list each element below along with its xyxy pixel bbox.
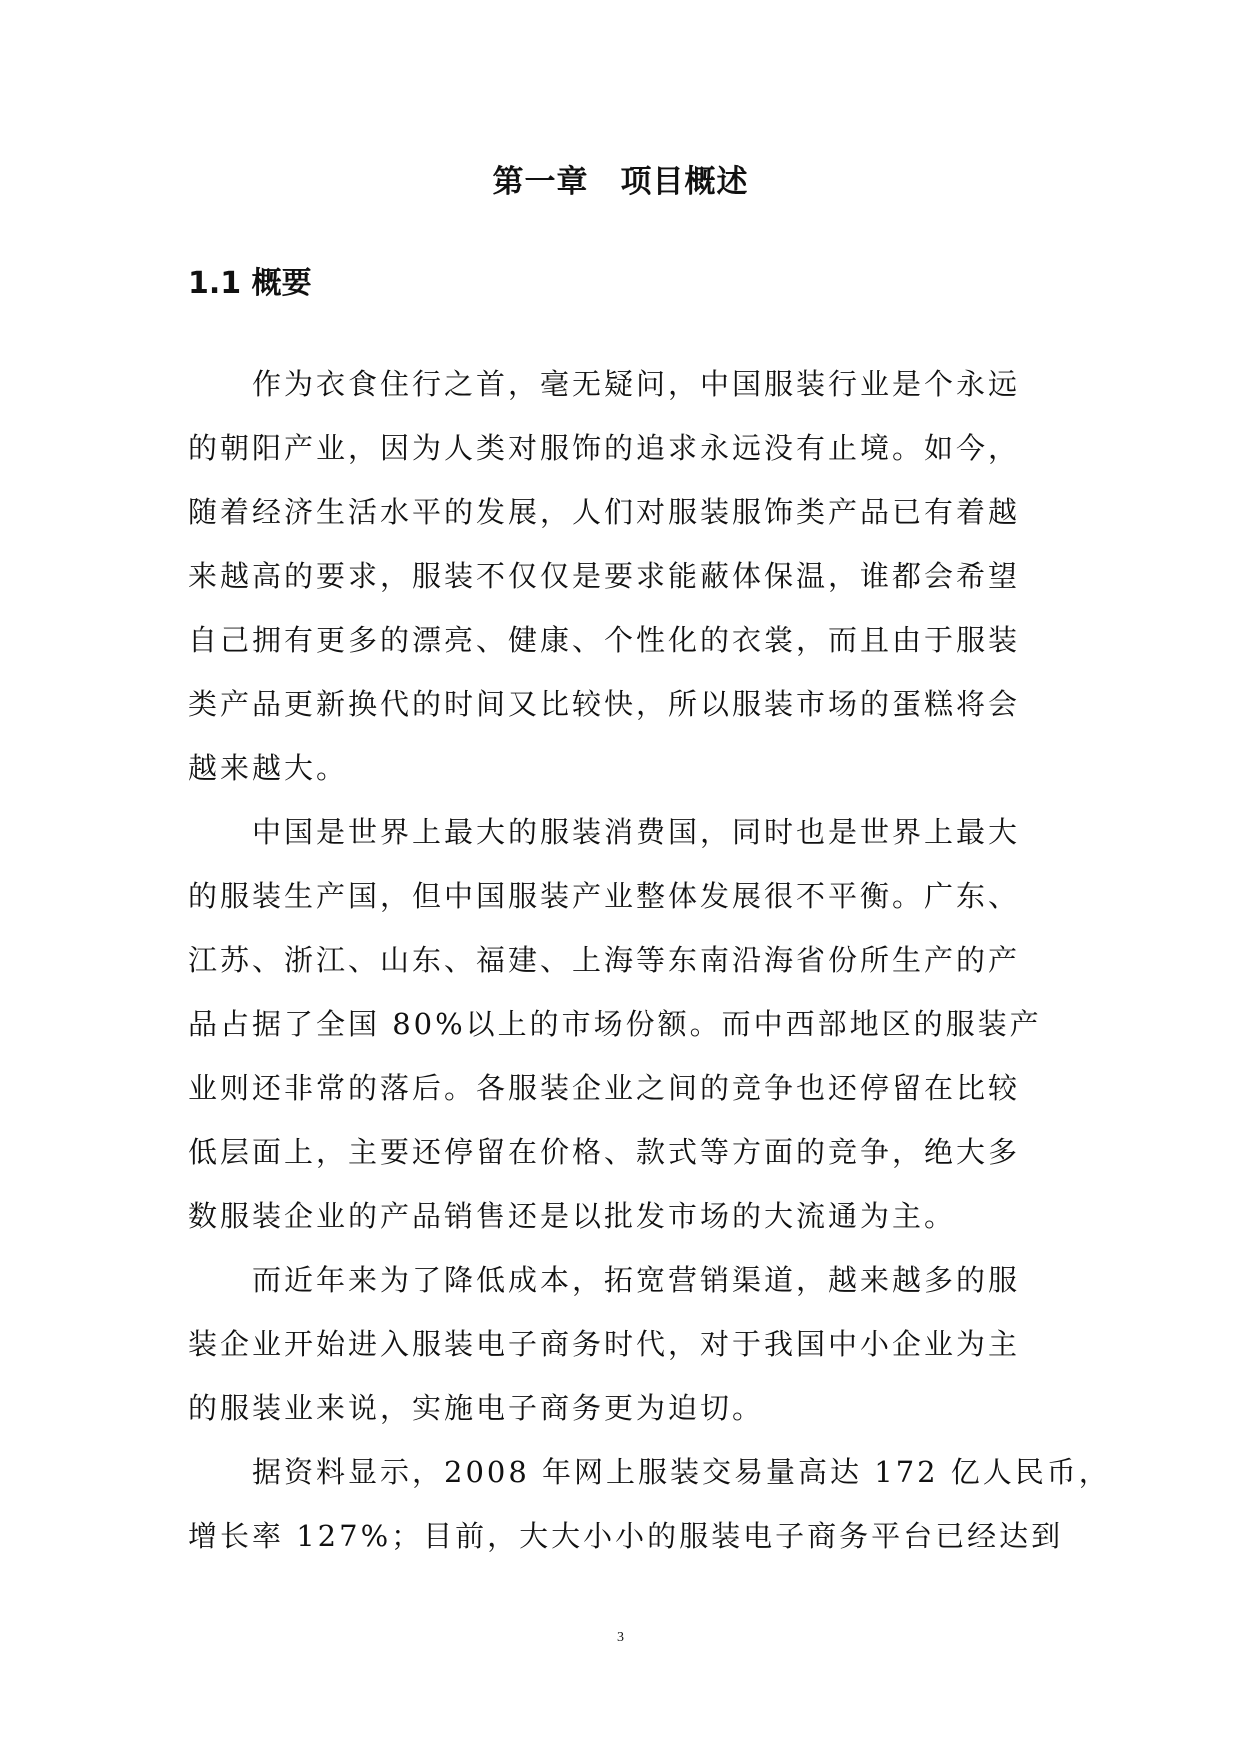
- text-line: 中国是世界上最大的服装消费国，同时也是世界上最大: [188, 815, 1021, 849]
- text-line: 越来越大。: [188, 751, 349, 785]
- text-line: 自己拥有更多的漂亮、健康、个性化的衣裳，而且由于服装: [188, 623, 1021, 657]
- text-line: 品占据了全国 80%以上的市场份额。而中西部地区的服装产: [188, 1007, 1042, 1041]
- paragraph: [188, 1440, 1111, 1568]
- text-line: 的服装生产国，但中国服装产业整体发展很不平衡。广东、: [188, 879, 1021, 913]
- paragraph: [188, 800, 1088, 1248]
- text-line: 据资料显示，2008 年网上服装交易量高达 172 亿人民币，: [188, 1455, 1111, 1489]
- section-title: 1.1 概要: [188, 266, 312, 301]
- text-line: 低层面上，主要还停留在价格、款式等方面的竞争，绝大多: [188, 1135, 1021, 1169]
- text-line: 业则还非常的落后。各服装企业之间的竞争也还停留在比较: [188, 1071, 1021, 1105]
- body-text: [188, 352, 1111, 1568]
- text-line: 江苏、浙江、山东、福建、上海等东南沿海省份所生产的产: [188, 943, 1021, 977]
- text-line: 来越高的要求，服装不仅仅是要求能蔽体保温，谁都会希望: [188, 559, 1021, 593]
- text-line: 的朝阳产业，因为人类对服饰的追求永远没有止境。如今，: [188, 431, 1021, 465]
- text-line: 类产品更新换代的时间又比较快，所以服装市场的蛋糕将会: [188, 687, 1021, 721]
- text-line: 装企业开始进入服装电子商务时代，对于我国中小企业为主: [188, 1327, 1021, 1361]
- text-line: 的服装业来说，实施电子商务更为迫切。: [188, 1391, 765, 1425]
- text-line: 作为衣食住行之首，毫无疑问，中国服装行业是个永远: [188, 367, 1021, 401]
- paragraph: [188, 352, 1088, 800]
- text-line: 增长率 127%；目前，大大小小的服装电子商务平台已经达到: [188, 1519, 1064, 1553]
- paragraph: [188, 1248, 1088, 1440]
- text-line: 而近年来为了降低成本，拓宽营销渠道，越来越多的服: [188, 1263, 1021, 1297]
- chapter-title: 第一章 项目概述: [492, 164, 749, 200]
- text-line: 数服装企业的产品销售还是以批发市场的大流通为主。: [188, 1199, 957, 1233]
- text-line: 随着经济生活水平的发展，人们对服装服饰类产品已有着越: [188, 495, 1021, 529]
- page-number: 3: [617, 1630, 624, 1645]
